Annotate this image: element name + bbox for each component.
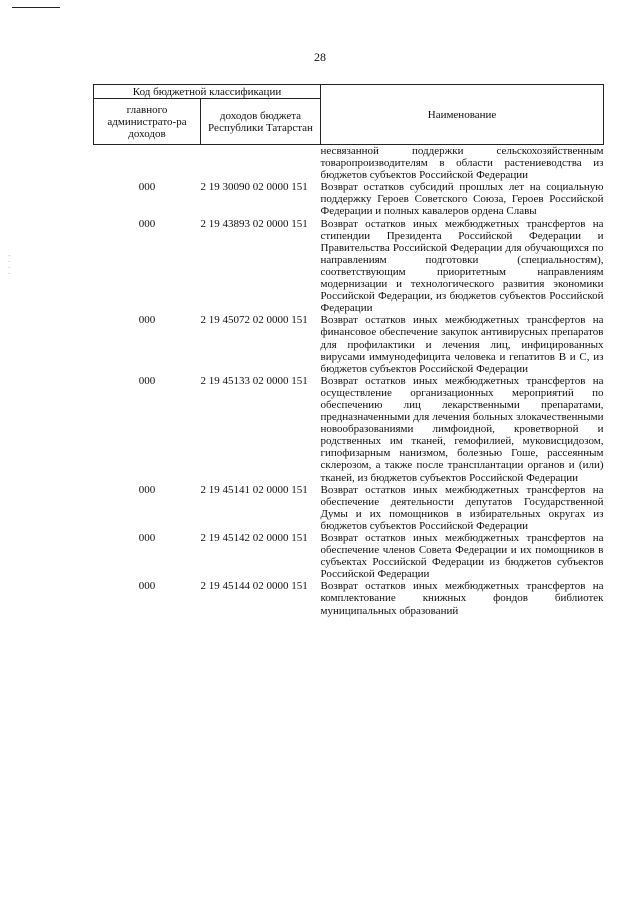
table-body (94, 145, 604, 617)
table-row (94, 314, 604, 374)
budget-code-cell: 2 19 45072 02 0000 151 (200, 314, 308, 327)
table-row (94, 218, 604, 315)
admin-code-cell: 000 (138, 374, 156, 387)
table-row (94, 580, 604, 616)
page-number: 28 (314, 50, 326, 64)
header-code-group: Код бюджетной классификации (94, 85, 321, 99)
header-admin-code: главного администрато-ра доходов (94, 99, 201, 145)
table-row (94, 532, 604, 580)
admin-code-cell: 000 (138, 314, 156, 327)
name-text: несвязанной поддержки сельскохозяйственным товаропроизводителям в области растениеводства из бюджетов субъектов Российской Федерации (320, 145, 604, 182)
name-cell (321, 532, 604, 580)
name-cell (321, 375, 604, 484)
budget-code-cell: 2 19 45141 02 0000 151 (200, 483, 308, 496)
table-row (94, 484, 604, 532)
admin-code-cell (94, 145, 201, 182)
name-text: Возврат остатков иных межбюджетных трансфертов на стипендии Президента Российской Федерации и Правительства Российской Федерации для обучающихся по направлениям подготовки (специальностям), соответствующим приоритетным направлениям модернизации и технологического развития экономики Российской Федерации, из бюджетов субъектов Российской Федерации (320, 217, 604, 315)
name-text: Возврат остатков иных межбюджетных трансфертов на финансовое обеспечение закупок антивирусных препаратов для профилактики и лечения лиц, инфицированных вирусами иммунодефицита человека и гепатитов В и С, из бюджетов субъектов Российской Федерации (320, 314, 604, 375)
admin-code-cell: 000 (138, 532, 156, 544)
budget-code-cell: 2 19 30090 02 0000 151 (200, 181, 308, 194)
header-budget-code: доходов бюджета Республики Татарстан (201, 99, 321, 145)
budget-code-cell: 2 19 45144 02 0000 151 (200, 580, 308, 593)
name-cell (321, 484, 604, 532)
table-row (94, 145, 604, 182)
name-cell (321, 314, 604, 374)
budget-code-cell: 2 19 45133 02 0000 151 (200, 374, 308, 387)
table-header (94, 85, 604, 145)
name-text: Возврат остатков иных межбюджетных трансфертов на осуществление организационных мероприятий по обеспечению лиц лекарственными препаратами, предназначенными для лечения больных злокачественными новообразованиями лимфоидной, кроветворной и родственных им тканей, гемофилией, муковисцидозом, гипофизарным нанизмом, болезнью Гоше, рассеянным склерозом, а также после трансплантации органов и (или) тканей, из бюджетов субъектов Российской Федерации (320, 374, 604, 484)
header-name: Наименование (321, 85, 604, 145)
name-text: Возврат остатков иных межбюджетных трансфертов на обеспечение деятельности депутатов Государственной Думы и их помощников в избирательных округах из бюджетов субъектов Российской Федерации (320, 483, 604, 532)
admin-code-cell: 000 (138, 580, 156, 593)
name-text: Возврат остатков субсидий прошлых лет на социальную поддержку Героев Советского Союза, Героев Российской Федерации и полных кавалеров ордена Славы (320, 181, 604, 218)
budget-classification-table (93, 84, 604, 617)
margin-artifact: · · · · (8, 252, 11, 278)
admin-code-cell: 000 (138, 217, 156, 230)
name-cell (321, 145, 604, 182)
table-row (94, 181, 604, 217)
name-cell (321, 181, 604, 217)
top-rule-divider (12, 7, 60, 8)
name-text: Возврат остатков иных межбюджетных трансфертов на комплектование книжных фондов библиотек муниципальных образований (320, 580, 604, 617)
budget-code-cell (201, 145, 321, 182)
budget-code-cell: 2 19 43893 02 0000 151 (200, 217, 308, 230)
name-cell (321, 580, 604, 616)
admin-code-cell: 000 (138, 181, 156, 194)
name-cell (321, 218, 604, 315)
table-row (94, 375, 604, 484)
name-text: Возврат остатков иных межбюджетных трансфертов на обеспечение членов Совета Федерации и их помощников в субъектах Российской Федерации из бюджетов субъектов Российской Федерации (320, 532, 604, 581)
admin-code-cell: 000 (138, 483, 156, 496)
budget-code-cell: 2 19 45142 02 0000 151 (200, 532, 308, 544)
